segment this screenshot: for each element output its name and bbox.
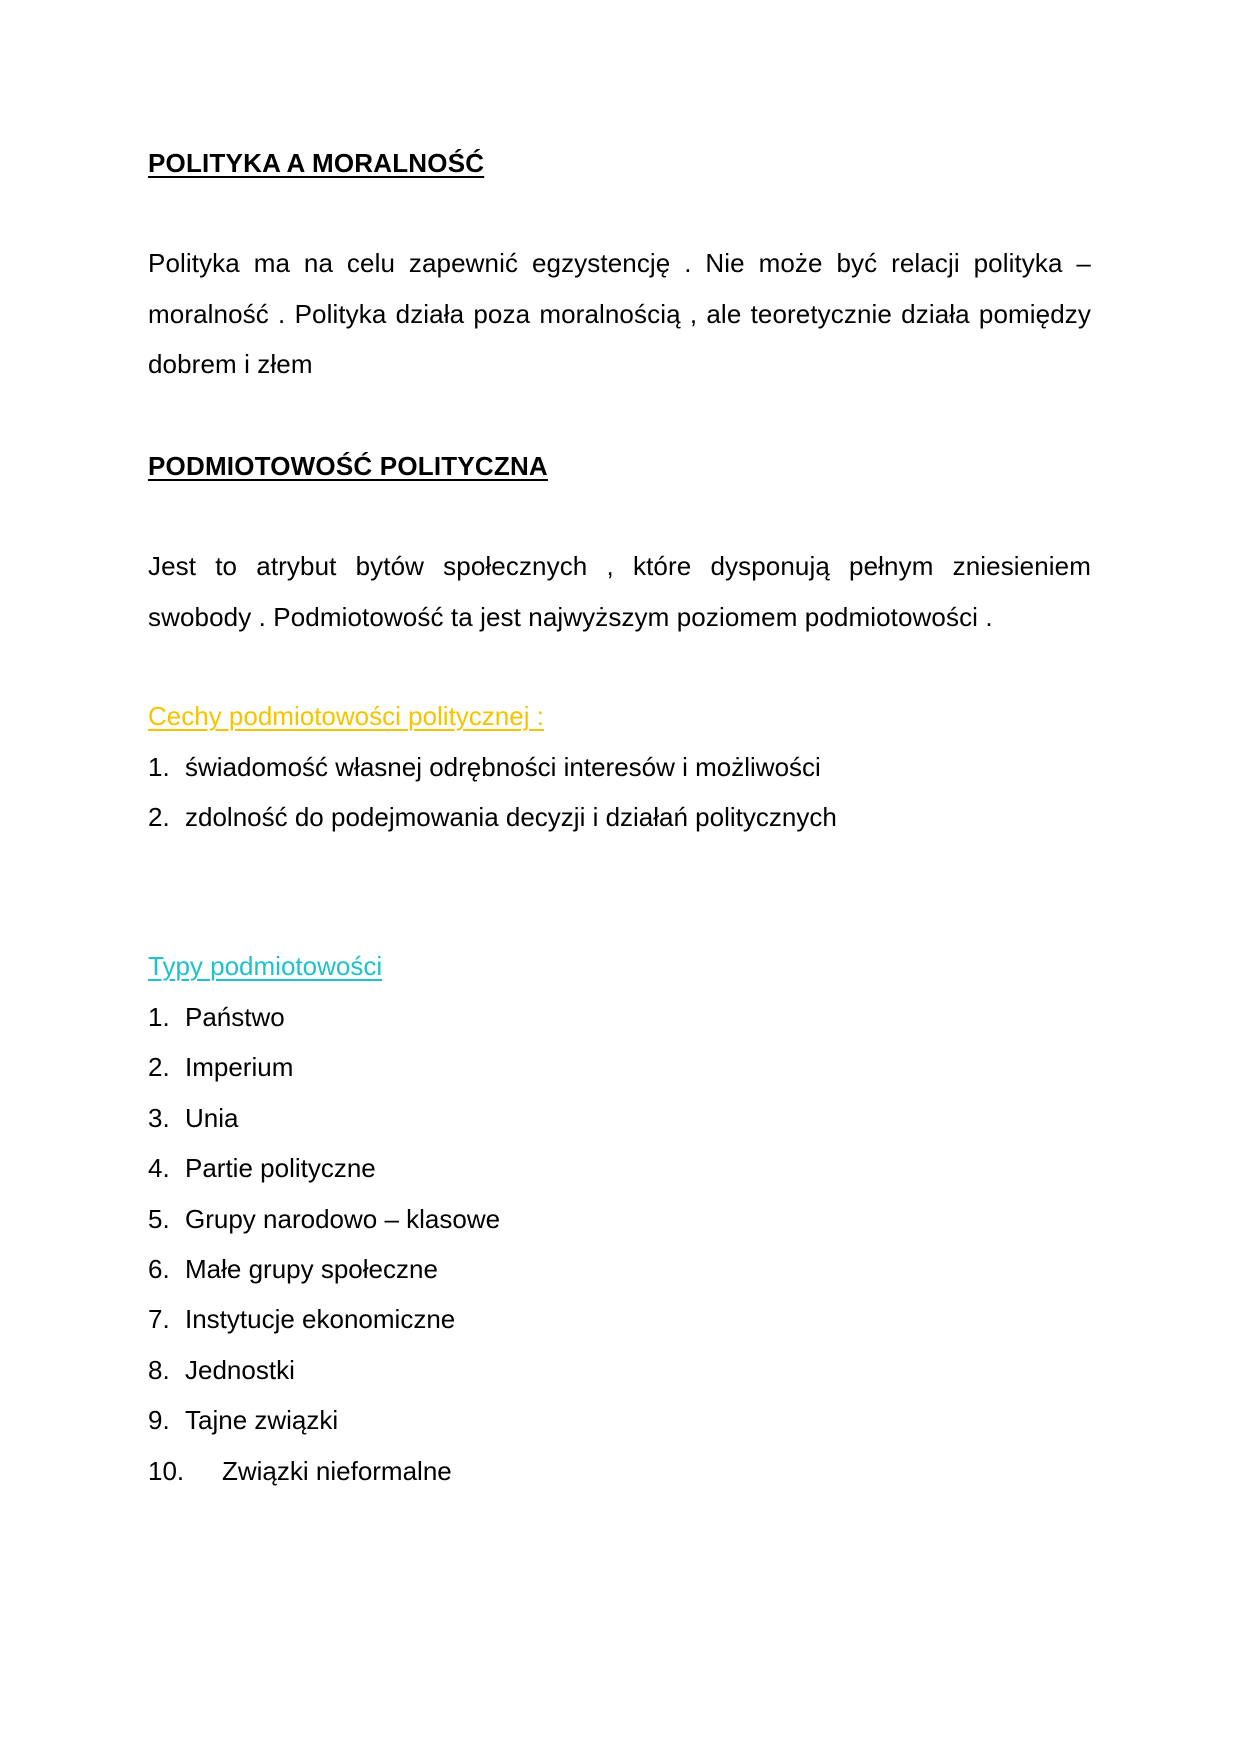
- subheading-types: Typy podmiotowości: [148, 951, 383, 981]
- paragraph-political-subjectivity: Jest to atrybut bytów społecznych , które dysponują pełnym zniesieniem swobody . Podmiotowość ta jest najwyższym poziomem podmiotowości .: [148, 551, 1091, 632]
- features-list: [148, 742, 1091, 843]
- types-list: [148, 992, 1091, 1496]
- list-item: 10. Związki nieformalne: [148, 1455, 452, 1486]
- heading-political-subjectivity: PODMIOTOWOŚĆ POLITYCZNA: [148, 451, 548, 481]
- list-item: 8. Jednostki: [148, 1354, 295, 1385]
- paragraph-politics-morality: Polityka ma na celu zapewnić egzystencję . Nie może być relacji polityka – moralność . Polityka działa poza moralnością , ale teoretycznie działa pomiędzy dobrem i złem: [148, 248, 1091, 379]
- list-item: 1. świadomość własnej odrębności interesów i możliwości: [148, 752, 821, 782]
- list-item: 9. Tajne związki: [148, 1405, 339, 1436]
- list-item: 2. zdolność do podejmowania decyzji i działań politycznych: [148, 802, 837, 833]
- list-item: 3. Unia: [148, 1102, 239, 1133]
- list-item: 7. Instytucje ekonomiczne: [148, 1304, 456, 1335]
- list-item: 6. Małe grupy społeczne: [148, 1253, 438, 1284]
- list-item: 4. Partie polityczne: [148, 1153, 376, 1184]
- heading-politics-morality: POLITYKA A MORALNOŚĆ: [148, 148, 485, 178]
- subheading-features: Cechy podmiotowości politycznej :: [148, 701, 544, 731]
- list-item: 2. Imperium: [148, 1052, 294, 1083]
- list-item: 1. Państwo: [148, 1002, 285, 1032]
- list-item: 5. Grupy narodowo – klasowe: [148, 1203, 501, 1234]
